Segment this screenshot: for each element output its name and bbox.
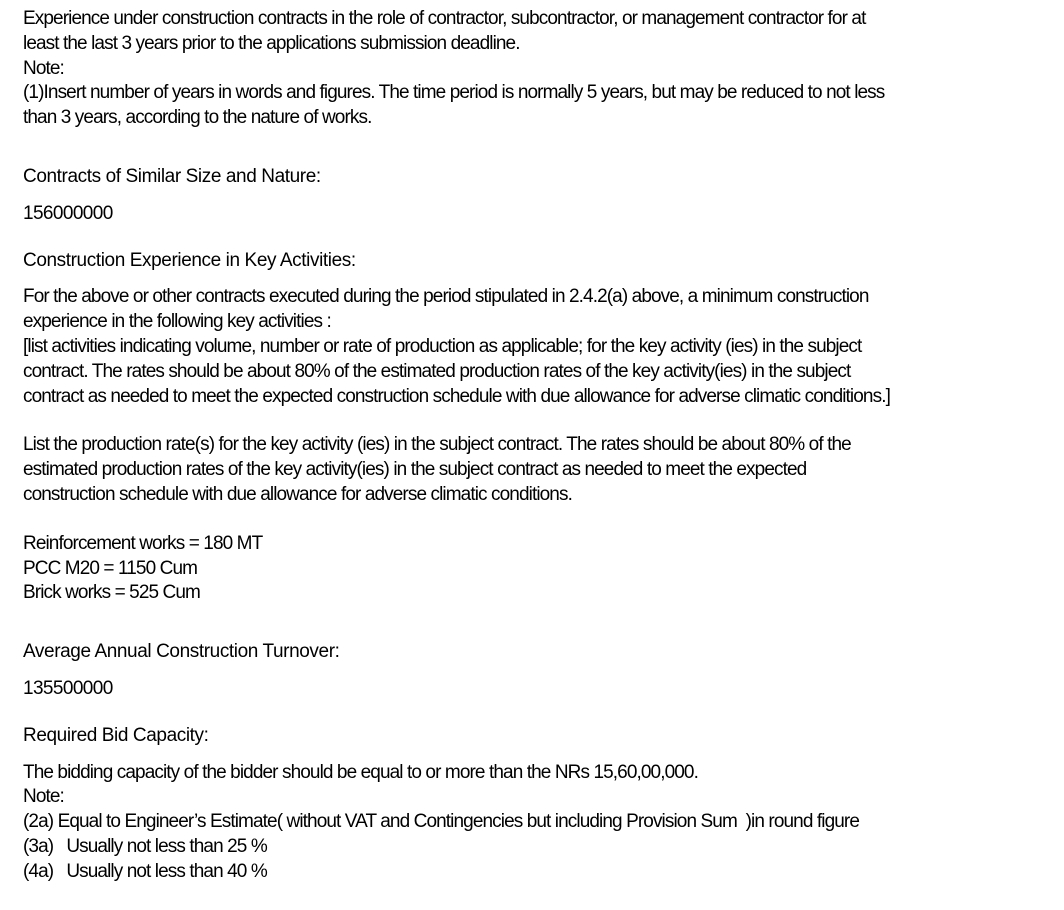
- bid-capacity-note-4a: (4a) Usually not less than 40 %: [23, 860, 267, 882]
- rate-brick: Brick works = 525 Cum: [23, 582, 200, 604]
- bid-capacity-heading: Required Bid Capacity:: [23, 724, 209, 746]
- rate-pcc: PCC M20 = 1150 Cum: [23, 557, 198, 579]
- production-rate-line-1: List the production rate(s) for the key activity (ies) in the subject contract. The rates should be about 80% of the: [23, 434, 851, 456]
- key-activities-line-3: [list activities indicating volume, number or rate of production as applicable; for the key activity (ies) in the subject: [23, 335, 862, 357]
- experience-note-label: Note:: [23, 57, 64, 79]
- turnover-section: [23, 640, 1053, 702]
- document-page: [23, 7, 1053, 885]
- key-activities-line-4: contract. The rates should be about 80% of the estimated production rates of the key activity(ies) in the subject: [23, 360, 851, 382]
- bid-capacity-note-3a: (3a) Usually not less than 25 %: [23, 835, 267, 857]
- key-activities-line-5: contract as needed to meet the expected construction schedule with due allowance for adverse climatic conditions.]: [23, 385, 890, 407]
- spacer: [23, 131, 1053, 165]
- key-activities-section: [23, 249, 1053, 607]
- experience-line-1: Experience under construction contracts in the role of contractor, subcontractor, or management contractor for at: [23, 8, 866, 29]
- experience-section: [23, 7, 1053, 131]
- key-activities-line-2: experience in the following key activities :: [23, 311, 331, 333]
- experience-note-line-2: than 3 years, according to the nature of works.: [23, 107, 372, 129]
- bid-capacity-note-2a: (2a) Equal to Engineer’s Estimate( without VAT and Contingencies but including Provision Sum )in round figure: [23, 811, 860, 833]
- turnover-value: 135500000: [23, 677, 113, 699]
- similar-contracts-section: [23, 165, 1053, 227]
- bid-capacity-line: The bidding capacity of the bidder should be equal to or more than the NRs 15,60,00,000.: [23, 761, 698, 783]
- bid-capacity-note-label: Note:: [23, 786, 64, 808]
- key-activities-heading: Construction Experience in Key Activities:: [23, 249, 356, 271]
- experience-note-line-1: (1)Insert number of years in words and figures. The time period is normally 5 years, but may be reduced to not less: [23, 82, 885, 104]
- key-activities-line-1: For the above or other contracts executed during the period stipulated in 2.4.2(a) above, a minimum construction: [23, 286, 869, 308]
- experience-line-2: least the last 3 years prior to the applications submission deadline.: [23, 32, 520, 54]
- bid-capacity-section: [23, 724, 1053, 885]
- similar-contracts-value: 156000000: [23, 202, 113, 224]
- production-rate-line-3: construction schedule with due allowance for adverse climatic conditions.: [23, 483, 572, 505]
- similar-contracts-heading: Contracts of Similar Size and Nature:: [23, 165, 321, 187]
- production-rate-line-2: estimated production rates of the key activity(ies) in the subject contract as needed to meet the expected: [23, 459, 807, 481]
- rate-reinforcement: Reinforcement works = 180 MT: [23, 532, 263, 554]
- turnover-heading: Average Annual Construction Turnover:: [23, 641, 340, 663]
